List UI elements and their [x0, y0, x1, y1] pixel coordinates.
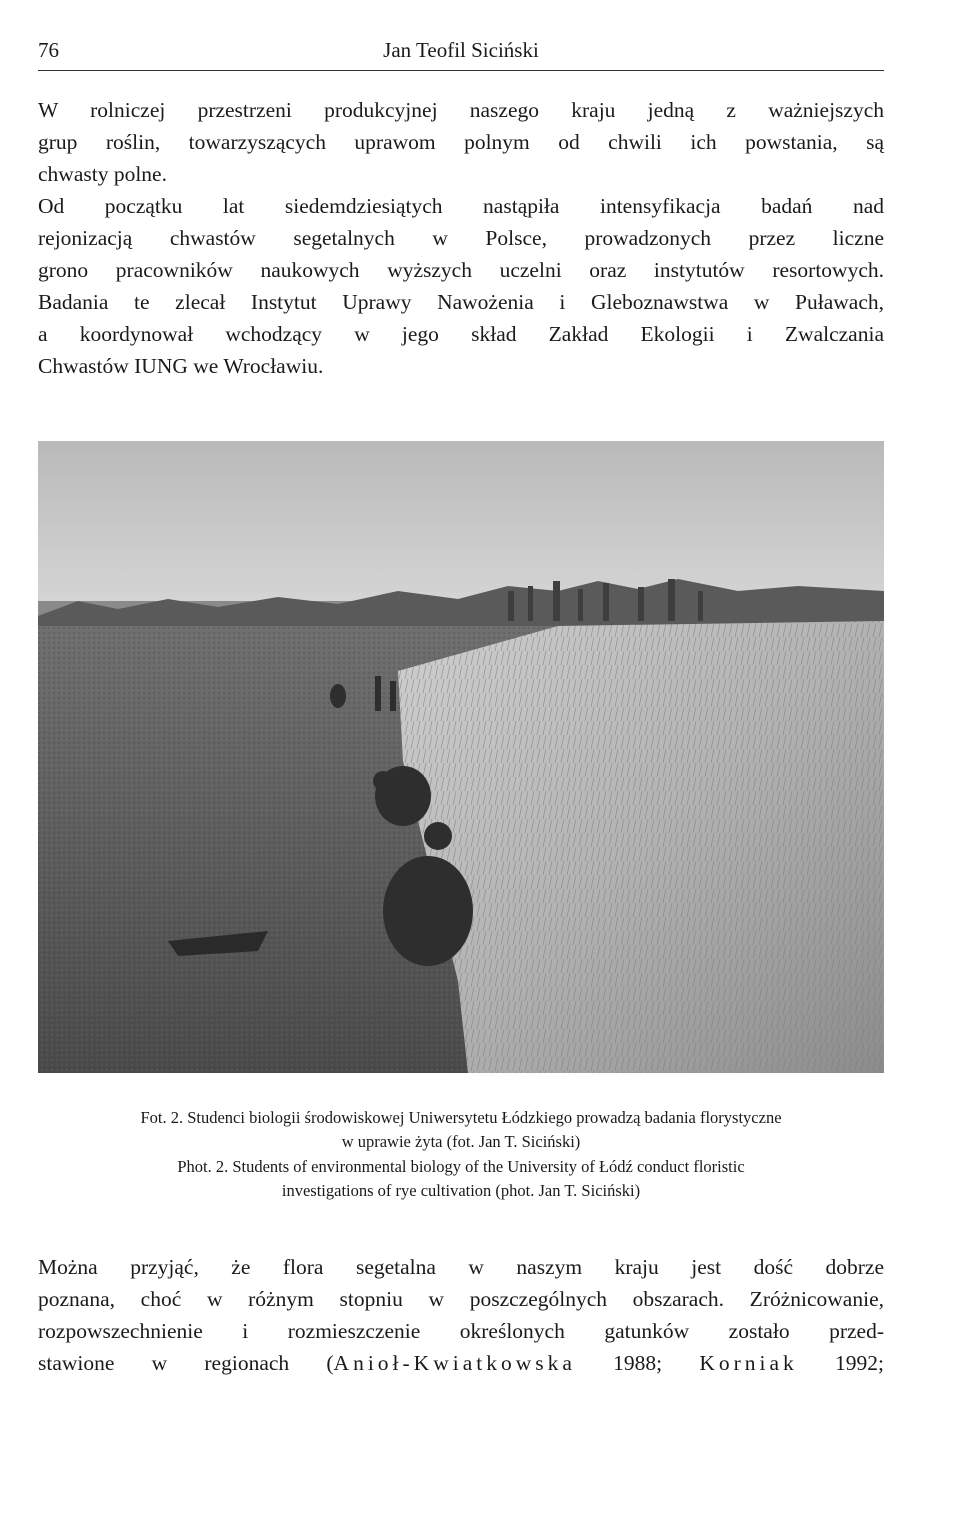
text-line: poznana, choć w różnym stopniu w poszczególnych obszarach. Zróżnicowanie,: [38, 1287, 884, 1311]
line-start: stawione w regionach (: [38, 1351, 334, 1375]
text-line: Można przyjąć, że flora segetalna w naszym kraju jest dość dobrze: [38, 1255, 884, 1279]
citation-author: Anioł-Kwiatkowska: [333, 1351, 576, 1375]
text-line: Chwastów IUNG we Wrocławiu.: [38, 354, 324, 378]
paragraph-intro: [38, 94, 884, 382]
text-line: rozpowszechnienie i rozmieszczenie określonych gatunków zostało przed-: [38, 1319, 884, 1343]
text-line: W rolniczej przestrzeni produkcyjnej naszego kraju jedną z ważniejszych: [38, 98, 884, 122]
caption-en-line2: investigations of rye cultivation (phot. Jan T. Siciński): [281, 1181, 641, 1200]
text-line: Badania te zlecał Instytut Uprawy Nawożenia i Gleboznawstwa w Puławach,: [38, 290, 884, 314]
paragraph-flora: [38, 1251, 884, 1379]
text-line-citations: [38, 1347, 884, 1379]
page-number: 76: [38, 38, 59, 62]
caption-en-line1: Phot. 2. Students of environmental biology of the University of Łódź conduct floristic: [177, 1157, 745, 1176]
text-line: rejonizacją chwastów segetalnych w Polsce, prowadzonych przez liczne: [38, 226, 884, 250]
caption-pl-line2: w uprawie żyta (fot. Jan T. Siciński): [341, 1132, 581, 1151]
citation-author: Korniak: [699, 1351, 798, 1375]
citation-year: 1992;: [797, 1351, 884, 1375]
text-line: a koordynował wchodzący w jego skład Zakład Ekologii i Zwalczania: [38, 322, 884, 346]
caption-pl-line1: Fot. 2. Studenci biologii środowiskowej Uniwersytetu Łódzkiego prowadzą badania florystyczne: [140, 1108, 782, 1127]
caption-english: [38, 1155, 884, 1203]
field-photo: [38, 441, 884, 1073]
text-line: Od początku lat siedemdziesiątych nastąpiła intensyfikacja badań nad: [38, 194, 884, 218]
caption-polish: [38, 1106, 884, 1154]
text-line: grono pracowników naukowych wyższych uczelni oraz instytutów resortowych.: [38, 258, 884, 282]
text-line: chwasty polne.: [38, 162, 167, 186]
page-header: [38, 38, 884, 71]
citation-year: 1988;: [575, 1351, 700, 1375]
text-line: grup roślin, towarzyszących uprawom polnym od chwili ich powstania, są: [38, 130, 884, 154]
rye-field-photo-illustration: [38, 441, 884, 1073]
running-head: Jan Teofil Siciński: [383, 38, 539, 62]
